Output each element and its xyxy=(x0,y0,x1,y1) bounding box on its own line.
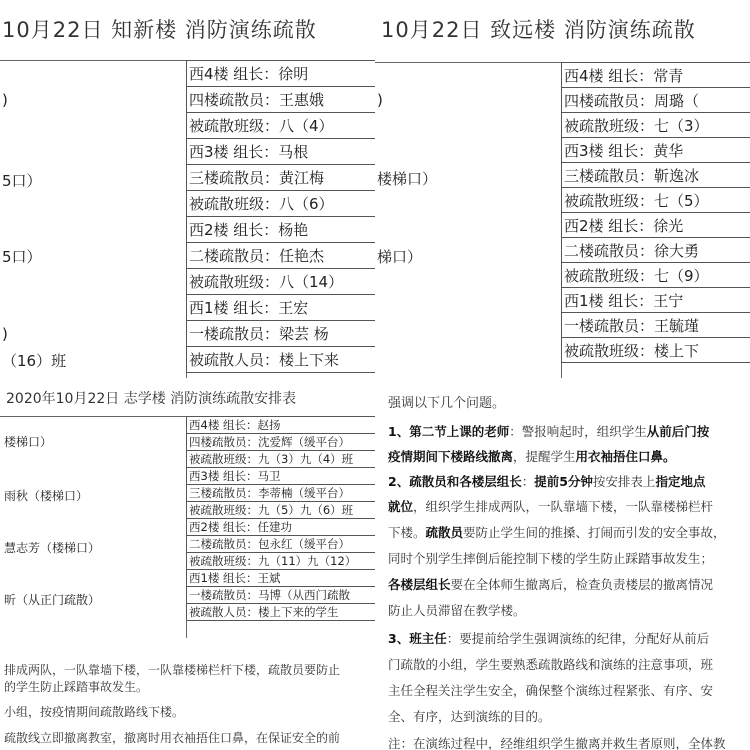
table-cell: 被疏散班级：九（11）九（12） xyxy=(187,553,376,570)
table-cell: 被疏散班级：九（3）九（4）班 xyxy=(187,451,376,468)
instruction-text: 同时个别学生摔倒后能控制下楼的学生防止踩踏事故发生； xyxy=(388,551,714,566)
instruction-text: 防止人员滞留在教学楼。 xyxy=(388,603,526,618)
left-fragment: ) xyxy=(2,91,8,109)
instruction-text: 注：在演练过程中，经维组织学生撤离并救生者原则，全体教 xyxy=(388,736,726,750)
panel-instructions xyxy=(380,378,750,750)
instruction-bold: 就位 xyxy=(388,499,414,514)
left-fragment: 昕（从正门疏散） xyxy=(4,593,101,607)
table-cell: 一楼疏散员：王毓瑾 xyxy=(562,313,750,338)
instruction-line xyxy=(388,681,713,699)
left-fragment: 楼梯口） xyxy=(4,435,53,449)
instruction-text: 要在全体师生撤离后，检查负责楼层的撤离情况 xyxy=(450,577,714,592)
table-cell: 西4楼 组长：赵扬 xyxy=(187,417,376,434)
table-cell: 四楼疏散员：沈爱辉（缓平台） xyxy=(187,434,376,451)
table-cell: 西1楼 组长：王斌 xyxy=(187,570,376,587)
instruction-bold: 从前后门按 xyxy=(646,424,710,439)
instruction-text: 按安排表上 xyxy=(592,474,656,489)
instruction-line xyxy=(388,472,705,490)
table-cell: 四楼疏散员：王惠娥 xyxy=(187,87,376,113)
table-cell: 西3楼 组长：马卫 xyxy=(187,468,376,485)
table-cell: 西2楼 组长：任建功 xyxy=(187,519,376,536)
panel-zhiyuan-table xyxy=(561,62,750,363)
instruction-text: ，组织学生排成两队，一队靠墙下楼，一队靠楼梯栏杆 xyxy=(413,499,714,514)
instruction-line xyxy=(388,549,713,567)
table-cell: 西1楼 组长：王宏 xyxy=(187,295,376,321)
table-cell: 被疏散班级：七（5） xyxy=(562,188,750,213)
instruction-line xyxy=(388,523,726,541)
instruction-line xyxy=(388,422,709,440)
left-fragment: ) xyxy=(377,91,383,109)
instruction-text: 要防止学生间的推搡、打闹而引发的安全事故， xyxy=(463,525,726,540)
table-cell: 二楼疏散员：包永红（缓平台） xyxy=(187,536,376,553)
table-cell: 被疏散班级：楼上下 xyxy=(562,338,750,363)
table-cell: 西3楼 组长：黄华 xyxy=(562,138,750,163)
table-cell: 被疏散班级：七（9） xyxy=(562,263,750,288)
table-cell: 被疏散班级：七（3） xyxy=(562,113,750,138)
table-cell: 一楼疏散员：马博（从西门疏散 xyxy=(187,587,376,604)
instruction-text: 门疏散的小组，学生要熟悉疏散路线和演练的注意事项，班 xyxy=(388,657,714,672)
instruction-line xyxy=(388,575,713,593)
left-fragment: ) xyxy=(2,325,8,343)
instruction-line xyxy=(388,734,726,750)
instruction-text: ： xyxy=(521,474,535,489)
instruction-text: 下楼。 xyxy=(388,525,426,540)
left-fragment: 5口） xyxy=(2,248,42,266)
panel-zhixin-table xyxy=(186,60,375,373)
instruction-bold: 2、疏散员和各楼层组长 xyxy=(388,474,522,489)
table-cell: 西2楼 组长：杨艳 xyxy=(187,217,376,243)
instruction-line xyxy=(388,629,709,647)
instructions-intro: 强调以下几个问题。 xyxy=(388,396,506,411)
note-line: 疏散线立即撤离教室，撤离时用衣袖捂住口鼻，在保证安全的前 xyxy=(4,731,341,745)
instruction-bold: 指定地点 xyxy=(655,474,706,489)
panel-zhixue xyxy=(0,378,375,750)
table-cell: 被疏散班级：八（14） xyxy=(187,269,376,295)
panel-zhixin-title: 10月22日 知新楼 消防演练疏散 xyxy=(2,18,317,42)
table-cell: 被疏散人员：楼上下来 xyxy=(187,347,376,373)
instruction-text: ，提醒学生 xyxy=(513,449,576,464)
table-cell: 二楼疏散员：徐大勇 xyxy=(562,238,750,263)
table-cell: 被疏散班级：八（6） xyxy=(187,191,376,217)
left-fragment: 梯口） xyxy=(377,248,423,266)
panel-zhixue-table xyxy=(186,416,375,621)
panel-zhixin xyxy=(0,0,375,378)
instruction-line xyxy=(388,497,713,515)
left-fragment: 雨秋（楼梯口） xyxy=(4,489,89,503)
note-line: 排成两队，一队靠墙下楼，一队靠楼梯栏杆下楼，疏散员要防止 xyxy=(4,663,341,677)
table-cell: 西3楼 组长：马根 xyxy=(187,139,376,165)
left-fragment: 慧志芳（楼梯口） xyxy=(4,541,101,555)
table-cell: 三楼疏散员：黄江梅 xyxy=(187,165,376,191)
table-cell: 被疏散人员：楼上下来的学生 xyxy=(187,604,376,621)
panel-zhiyuan-title: 10月22日 致远楼 消防演练疏散 xyxy=(381,18,696,42)
table-cell: 一楼疏散员：梁芸 杨 xyxy=(187,321,376,347)
instruction-text: ：警报响起时，组织学生 xyxy=(509,424,647,439)
instruction-line xyxy=(388,447,676,465)
instruction-text: ：要提前给学生强调演练的纪律，分配好从前后 xyxy=(446,631,710,646)
instruction-bold: 1、第二节上课的老师 xyxy=(388,424,510,439)
instruction-line xyxy=(388,707,551,725)
instruction-bold: 疏散员 xyxy=(425,525,464,540)
table-cell: 三楼疏散员：靳逸冰 xyxy=(562,163,750,188)
table-cell: 被疏散班级：九（5）九（6）班 xyxy=(187,502,376,519)
instruction-text: 主任全程关注学生安全，确保整个演练过程紧张、有序、安 xyxy=(388,683,714,698)
instruction-bold: 各楼层组长 xyxy=(388,577,451,592)
table-cell: 西4楼 组长：常青 xyxy=(562,63,750,88)
instruction-bold: 3、班主任 xyxy=(388,631,447,646)
left-fragment: （16）班 xyxy=(2,352,67,370)
panel-zhiyuan xyxy=(375,0,750,378)
left-fragment: 楼梯口） xyxy=(377,170,438,188)
instruction-bold: 用衣袖捂住口鼻。 xyxy=(575,449,676,464)
left-fragment: 5口） xyxy=(2,172,42,190)
table-cell: 被疏散班级：八（4） xyxy=(187,113,376,139)
table-cell: 西4楼 组长：徐明 xyxy=(187,61,376,87)
table-cell: 四楼疏散员：周璐（ xyxy=(562,88,750,113)
panel-zhixue-title: 2020年10月22日 志学楼 消防演练疏散安排表 xyxy=(6,391,297,407)
instruction-bold: 提前5分钟 xyxy=(534,474,593,489)
note-line: 小组，按疫情期间疏散路线下楼。 xyxy=(4,705,185,719)
table-cell: 西2楼 组长：徐光 xyxy=(562,213,750,238)
table-cell: 西1楼 组长：王宁 xyxy=(562,288,750,313)
instruction-line xyxy=(388,655,713,673)
instruction-line xyxy=(388,601,526,619)
instruction-text: 全、有序，达到演练的目的。 xyxy=(388,709,551,724)
table-cell: 三楼疏散员：李蒂楠（缓平台） xyxy=(187,485,376,502)
table-cell: 二楼疏散员：任艳杰 xyxy=(187,243,376,269)
note-line: 的学生防止踩踏事故发生。 xyxy=(4,680,149,694)
instruction-bold: 疫情期间下楼路线撤离 xyxy=(388,449,514,464)
